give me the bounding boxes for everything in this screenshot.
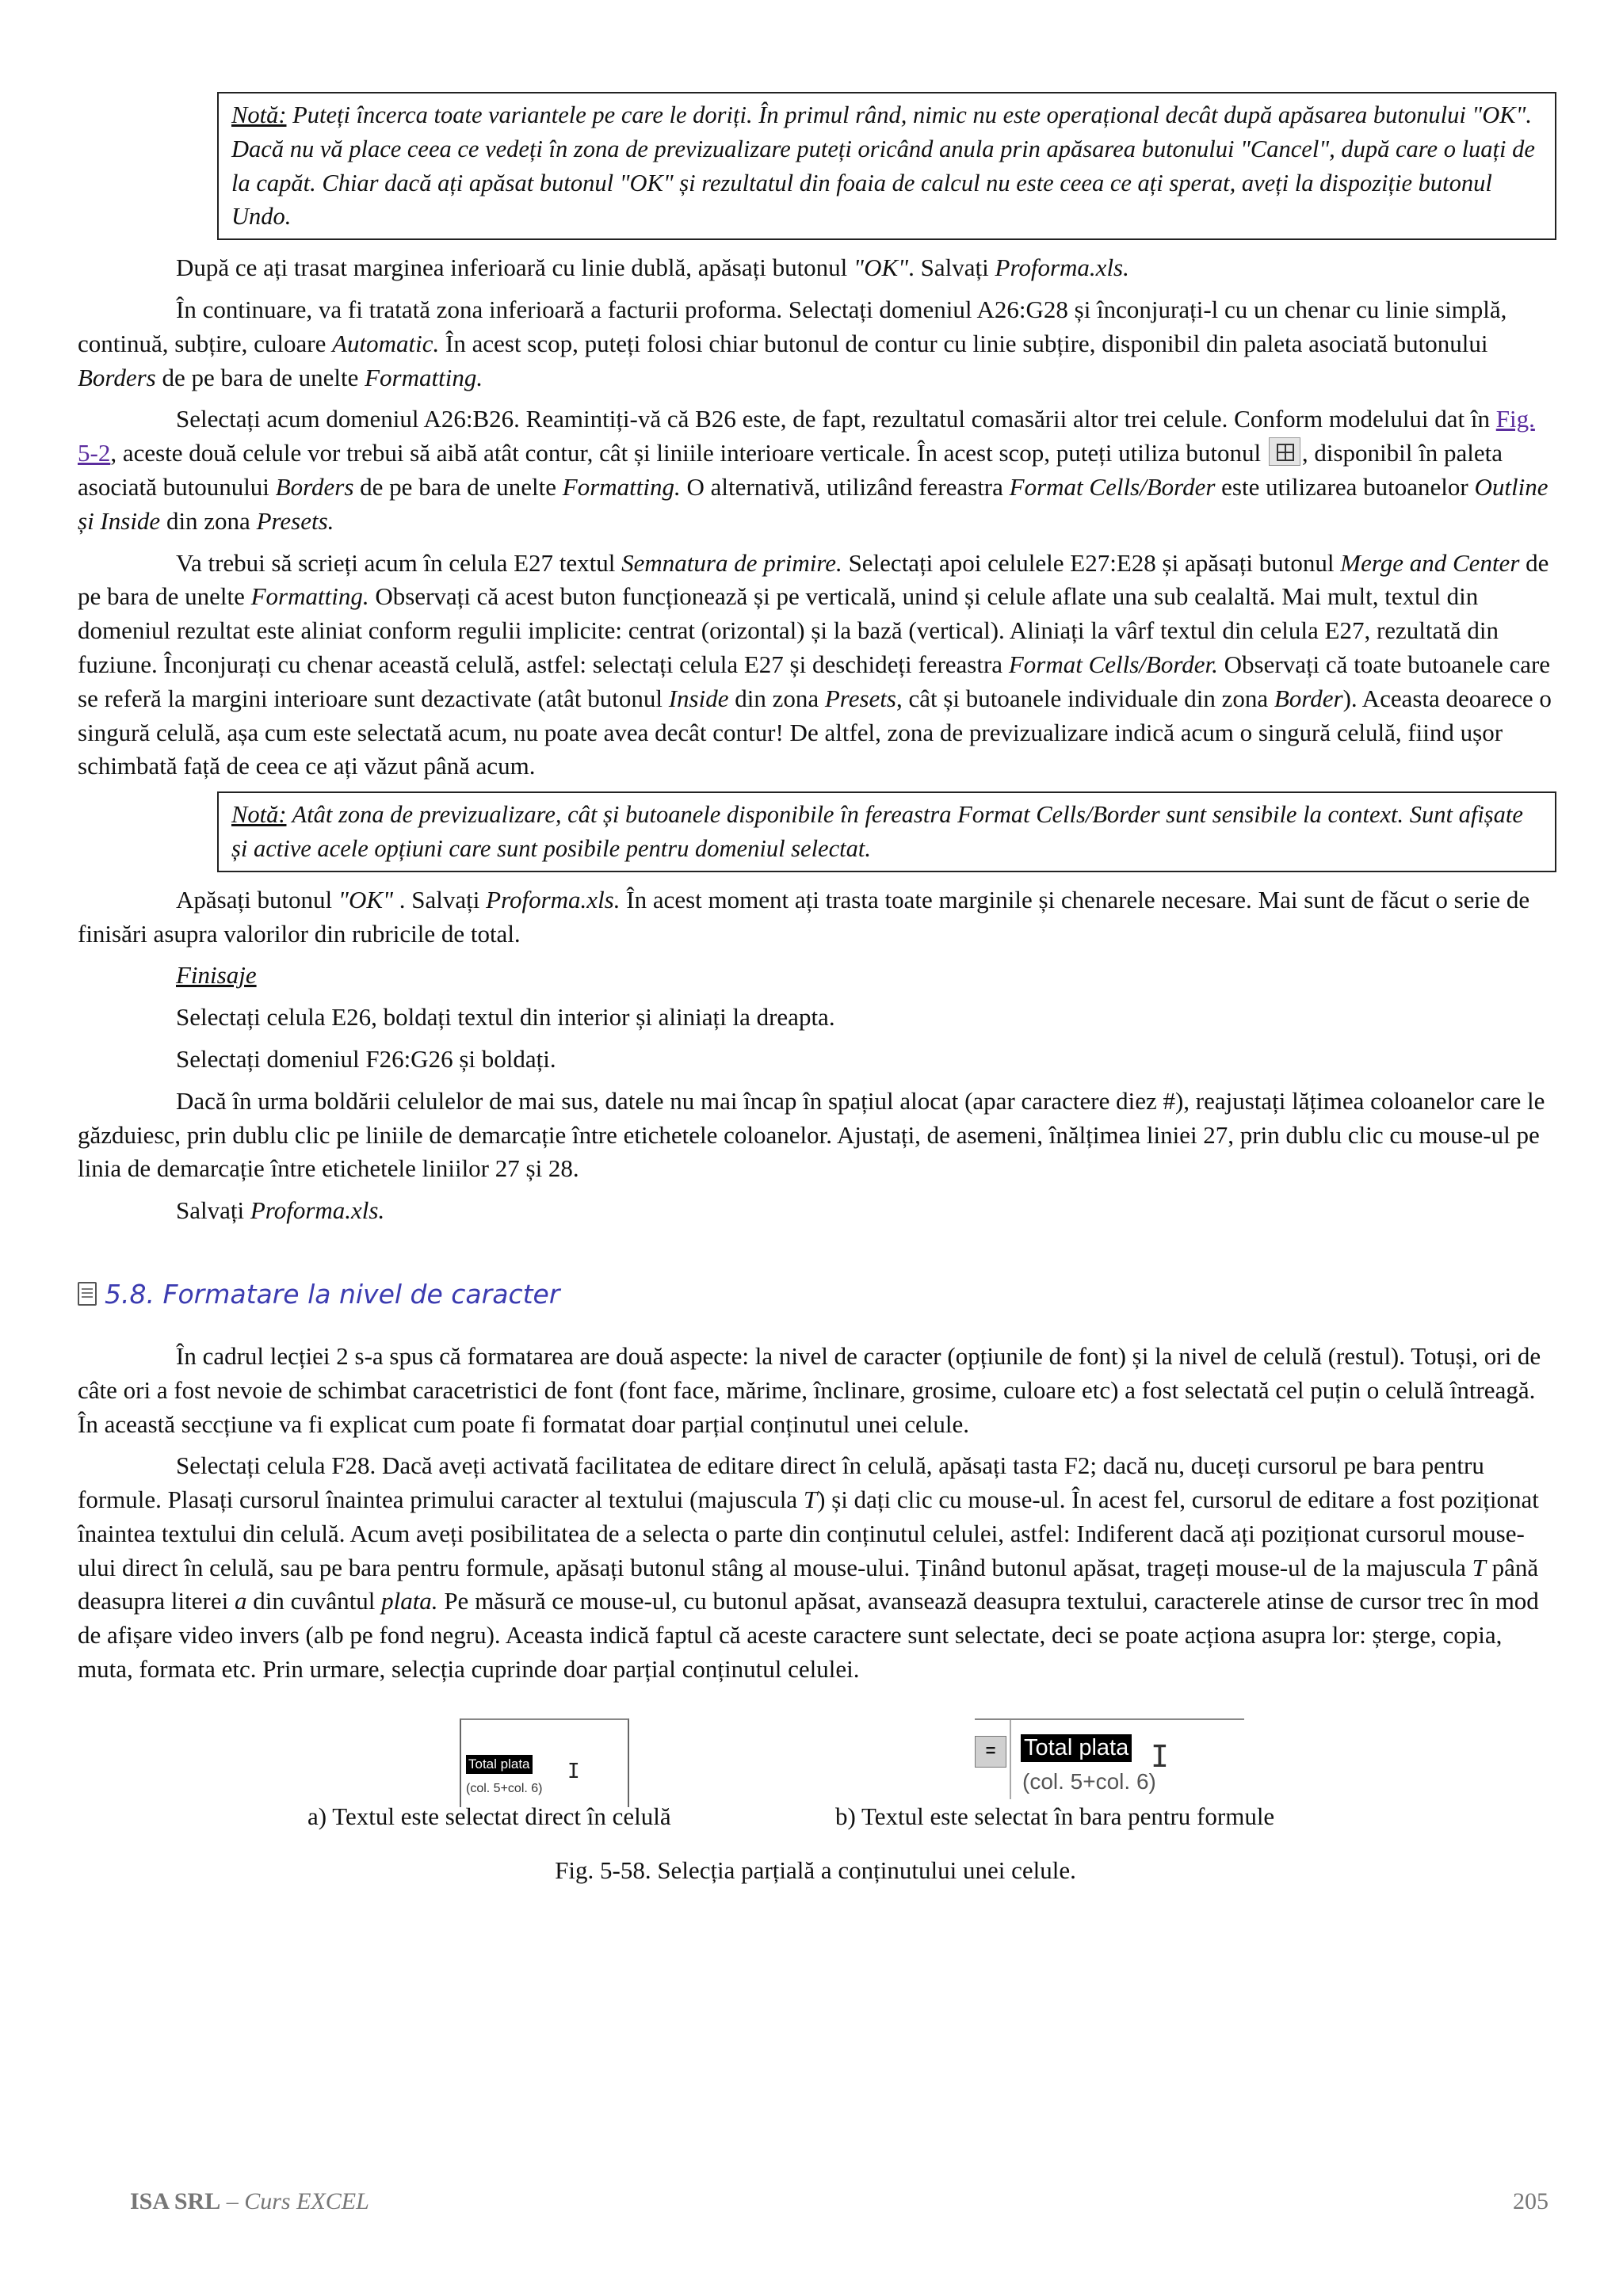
page-footer [130, 2188, 1549, 2215]
note-label: Notă: [231, 801, 287, 829]
divider [1010, 1720, 1011, 1799]
paragraph-8: Dacă în urma boldării celulelor de mai sus, datele nu mai încap în spațiul alocat (apar caractere diez #), reajustați lățimea coloanelor care le găzduiesc, prin dublu clic pe liniile de demarcație între etichetele coloanelor. Ajustați, de asemeni, înălțimea liniei 27, prin dublu clic cu mouse-ul pe linia de demarcație între etichetele liniilor 27 și 28. [78, 1086, 1545, 1183]
paragraph-5: Apăsați butonul "OK" . Salvați Proforma.xls. În acest moment ați trasta toate marginile și chenarele necesare. Mai sunt de făcut o serie de finisări asupra valorilor din rubricile de total. [78, 885, 1530, 948]
note-text: Puteți încerca toate variantele pe care le doriți. În primul rând, nimic nu este operațional decât după apăsarea butonului "OK". Dacă nu vă place ceea ce vedeți în zona de previzualizare puteți oricând anula prin apăsarea butonului "Cancel", după care o luați de la capăt. Chiar dacă ați apăsat butonul "OK" și rezultatul din foaia de calcul nu este ceea ce ați sperat, aveți la dispoziție butonul Undo. [231, 101, 1535, 231]
selected-text: Total plata [1021, 1734, 1132, 1762]
paragraph-10: În cadrul lecției 2 s-a spus că formatarea are două aspecte: la nivel de caracter (opțiunile de font) și la nivel de celulă (restul). Totuși, ori de câte ori a fost nevoie de schimbat caracetristici de font (font face, mărime, înclinare, grosime, culoare etc) a fost selectată cel puțin o celulă întreagă. În această seccțiune va fi explicat cum poate fi formatat doar parțial conținutul unei celule. [78, 1341, 1541, 1438]
selected-text: Total plata [466, 1755, 533, 1774]
caption-a: a) Textul este selectat direct în celulă [307, 1802, 671, 1830]
document-icon [78, 1282, 97, 1306]
paragraph-11: Selectați celula F28. Dacă aveți activată facilitatea de editare direct în celulă, apăsați tasta F2; dacă nu, duceți cursorul pe bara pentru formule. Plasați cursorul înaintea primului caracter al textului (majuscula T) și dați clic cu mouse-ul. În acest fel, cursorul de editare a fost poziționat înaintea textului din celulă. Acum aveți posibilitatea de a selecta o parte din conținutul celulei, astfel: Indiferent dacă ați poziționat cursorul mouse-ului direct în celulă, sau pe bara pentru formule, apăsați butonul stâng al mouse-ului. Ținând butonul apăsat, trageți mouse-ul de la majuscula T până deasupra literei a din cuvântul plata. Pe măsură ce mouse-ul, cu butonul apăsat, avansează deasupra textului, caracterele atinse de cursor trec în mod de afișare video invers (alb pe fond negru). Aceasta indică faptul că aceste caractere sunt selectate, deci se poate acționa asupra lor: șterge, copia, muta, formata etc. Prin urmare, selecția cuprinde doar parțial conținutul celulei. [78, 1451, 1539, 1684]
all-borders-icon [1269, 437, 1300, 466]
caption-b: b) Textul este selectat în bara pentru formule [835, 1802, 1275, 1830]
cell-edit-screenshot [460, 1718, 629, 1807]
paragraph-7: Selectați domeniul F26:G26 și boldați. [176, 1044, 556, 1073]
equals-icon: = [975, 1736, 1006, 1768]
fig-5-2-link[interactable]: Fig. 5-2 [78, 405, 1535, 467]
paragraph-2: În continuare, va fi tratată zona inferioară a facturii proforma. Selectați domeniul A26:G28 și înconjurați-l cu un chenar cu linie simplă, continuă, subțire, culoare Automatic. În acest scop, puteți folosi chiar butonul de contur cu linie subțire, disponibil din paleta asociată butonului Borders de pe bara de unelte Formatting. [78, 295, 1507, 391]
footer-left: ISA SRL – Curs EXCEL [130, 2188, 369, 2214]
formula-rest-text: (col. 5+col. 6) [1022, 1768, 1156, 1794]
figure-5-58 [78, 1718, 1553, 1853]
paragraph-9: Salvați Proforma.xls. [176, 1196, 385, 1225]
document-page [78, 92, 1553, 1885]
paragraph-4: Va trebui să scrieți acum în celula E27 textul Semnatura de primire. Selectați apoi celulele E27:E28 și apăsați butonul Merge and Center de pe bara de unelte Formatting. Observați că acest buton funcționează și pe verticală, unind și celule aflate una sub cealaltă. Mai mult, textul din domeniul rezultat este aliniat conform regulii implicite: centrat (orizontal) și la bază (vertical). Aliniați la vârf textul din celula E27, rezultată din fuziune. Înconjurați cu chenar această celulă, astfel: selectați celula E27 și deschideți fereastra Format Cells/Border. Observați că toate butoanele care se referă la margini interioare sunt dezactivate (atât butonul Inside din zona Presets, cât și butoanele individuale din zona Border). Aceasta deoarece o singură celulă, așa cum este selectată acum, nu poate avea decât contur! De altfel, zona de previzualizare indică acum o singură celulă, fiind ușor schimbată față de ceea ce ați văzut până acum. [78, 548, 1552, 780]
figure-caption: Fig. 5-58. Selecția parțială a conținutului unei celule. [555, 1855, 1076, 1884]
subheading-finisaje: Finisaje [176, 961, 257, 990]
text-cursor-icon: I [567, 1759, 580, 1783]
note-box-2 [217, 791, 1556, 872]
paragraph-1: După ce ați trasat marginea inferioară cu linie dublă, apăsați butonul "OK". Salvați Proforma.xls. [176, 254, 1129, 282]
note-label: Notă: [231, 101, 287, 128]
cell-rest-text: (col. 5+col. 6) [466, 1781, 543, 1795]
note-text: Atât zona de previzualizare, cât și butoanele disponibile în fereastra Format Cells/Border sunt sensibile la context. Sunt afișate și active acele opțiuni care sunt posibile pentru domeniul selectat. [231, 801, 1523, 862]
paragraph-3: Selectați acum domeniul A26:B26. Reamintiți-vă că B26 este, de fapt, rezultatul comasării altor trei celule. Conform modelului dat în Fig. 5-2, aceste două celule vor trebui să aibă atât contur, cât și liniile interioare verticale. În acest scop, puteți utiliza butonul , disponibil în paleta asociată butounului Borders de pe bara de unelte Formatting. O alternativă, utilizând fereastra Format Cells/Border este utilizarea butoanelor Outline și Inside din zona Presets. [78, 405, 1549, 535]
text-cursor-icon: I [1151, 1738, 1169, 1774]
page-number: 205 [1513, 2188, 1549, 2214]
formula-bar-screenshot [975, 1718, 1244, 1807]
paragraph-6: Selectați celula E26, boldați textul din interior și aliniați la dreapta. [176, 1003, 835, 1032]
note-box-1 [217, 92, 1556, 240]
section-heading: 5.8. Formatare la nivel de caracter [78, 1279, 1553, 1310]
